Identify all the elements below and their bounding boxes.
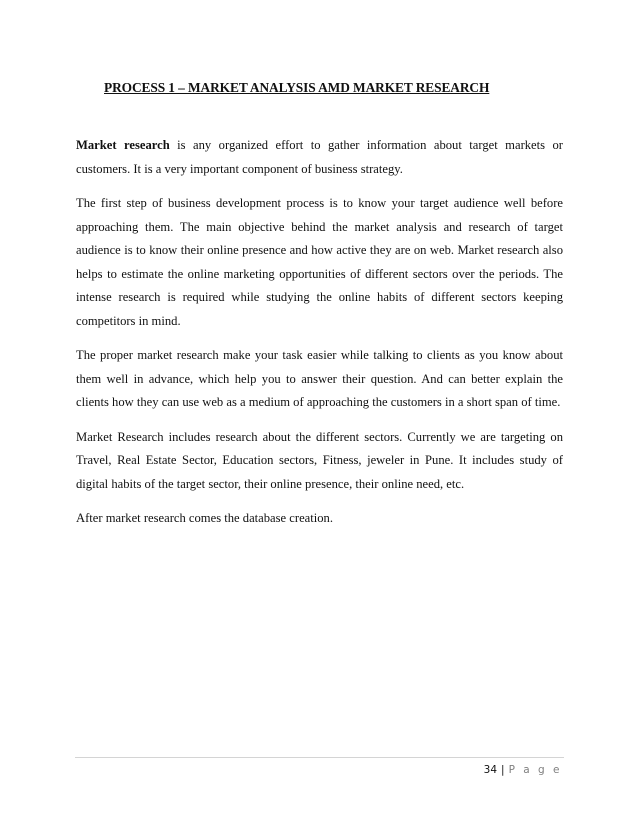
- section-heading: PROCESS 1 – MARKET ANALYSIS AMD MARKET RESEARCH: [104, 80, 490, 95]
- paragraph-1: [76, 134, 563, 181]
- page-footer: [484, 764, 562, 776]
- bold-term: Market research: [76, 138, 170, 152]
- page-number: 34: [483, 764, 498, 776]
- paragraph-2: The first step of business development process is to know your target audience well before approaching them. The main objective behind the market analysis and research of target audience is to know their online presence and how active they are on web. Market research also helps to estimate the online marketing opportunities of different sectors over the periods. The intense research is required while studying the online habits of different sectors keeping competitors in mind.: [76, 196, 563, 328]
- body-text: [76, 134, 563, 542]
- footer-separator: |: [501, 764, 505, 776]
- paragraph-1-text: is any organized effort to gather information about target markets or customers. It is a very important component of business strategy.: [76, 138, 564, 176]
- footer-divider: [75, 757, 564, 758]
- paragraph-4: Market Research includes research about the different sectors. Currently we are targeting on Travel, Real Estate Sector, Education sectors, Fitness, jeweler in Pune. It includes study of digital habits of the target sector, their online presence, their online need, etc.: [76, 429, 563, 491]
- page-label: P a g e: [508, 764, 562, 776]
- paragraph-3: The proper market research make your task easier while talking to clients as you know about them well in advance, which help you to answer their question. And can better explain the clients how they can use web as a medium of approaching the customers in a short span of time.: [76, 348, 563, 409]
- paragraph-5: After market research comes the database creation.: [76, 511, 333, 525]
